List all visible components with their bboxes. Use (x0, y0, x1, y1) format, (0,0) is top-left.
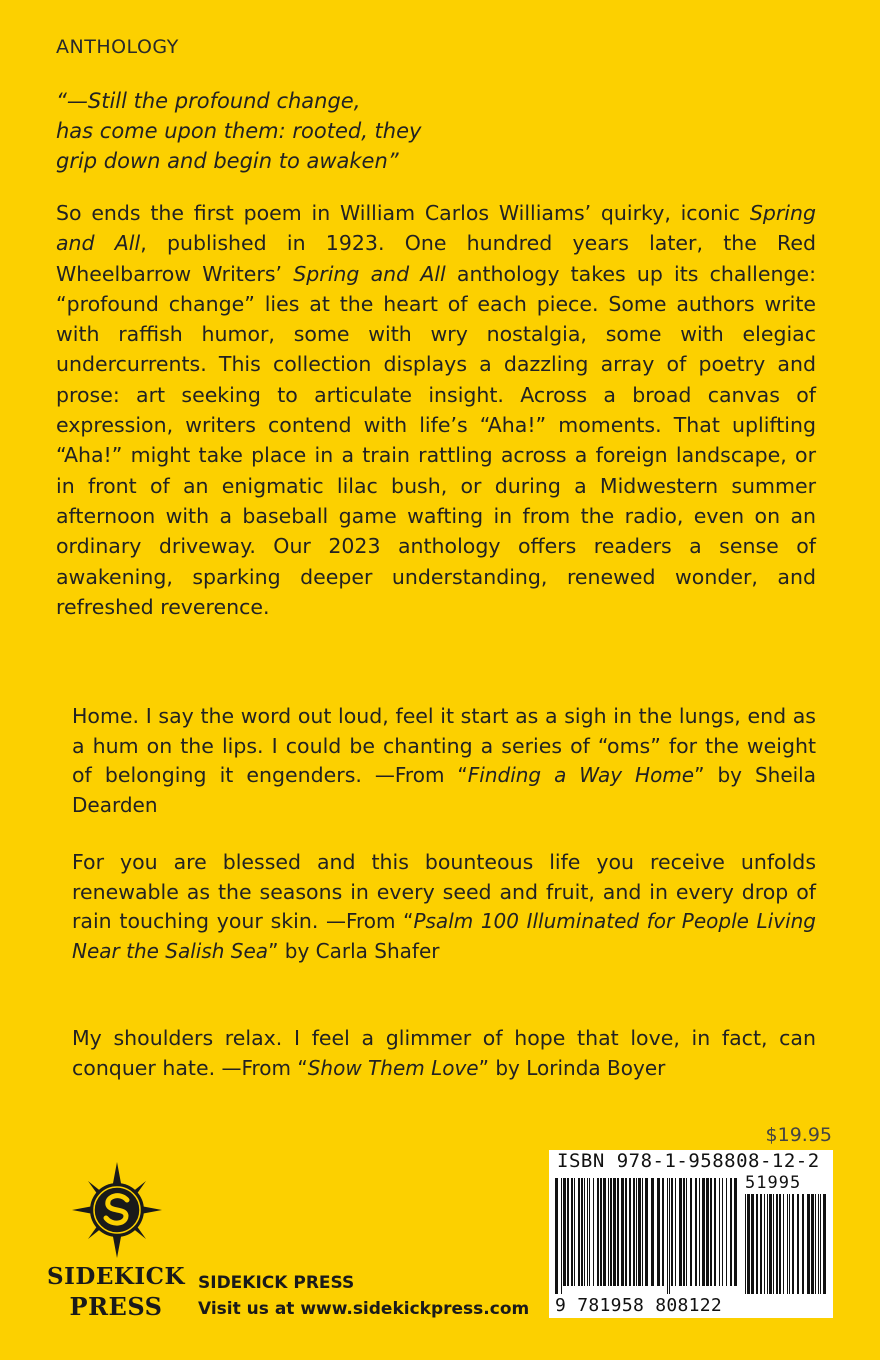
blurb-text: , published in 1923. One hundred years later, the Red Wheelbarrow Writers’ (56, 231, 816, 286)
epigraph-line: “—Still the profound change, (56, 89, 361, 113)
logo-line: SIDEKICK (47, 1263, 185, 1290)
book-title: Spring and All (56, 201, 816, 256)
epigraph-line: grip down and begin to awaken” (56, 149, 399, 173)
excerpt-quote: For you are blessed and this bounteous life you receive unfolds renewable as the seasons in every seed and fruit, and in every drop of rain touching your skin. (72, 850, 816, 933)
blurb-text: So ends the first poem in William Carlos Williams’ quirky, iconic (56, 201, 750, 225)
work-title: Finding a Way Home (467, 763, 695, 787)
attribution-prefix: —From “ (215, 1055, 308, 1080)
book-description (56, 198, 816, 622)
excerpt (72, 848, 816, 966)
epigraph (56, 86, 616, 176)
epigraph-line: has come upon them: rooted, they (56, 119, 422, 143)
logo-wordmark (46, 1262, 186, 1322)
excerpt-quote: My shoulders relax. I feel a glimmer of hope that love, in fact, can conquer hate. (72, 1026, 816, 1080)
isbn-number: ISBN 978-1-958808-12-2 (557, 1150, 820, 1172)
attribution-author: ” by Carla Shafer (268, 938, 440, 963)
price: $19.95 (765, 1124, 832, 1146)
category-label: ANTHOLOGY (56, 36, 179, 58)
compass-logo-icon (70, 1160, 164, 1264)
logo-line: PRESS (69, 1292, 163, 1321)
publisher-name: SIDEKICK PRESS (198, 1273, 355, 1293)
attribution-prefix: —From “ (361, 763, 468, 787)
isbn-barcode (549, 1150, 833, 1318)
book-title: Spring and All (293, 261, 446, 286)
blurb-text: anthology takes up its challenge: “profound change” lies at the heart of each piece. Some authors write with raffish humor, some with wry nostalgia, some with elegiac undercurrents. This collection displays a dazzling array of poetry and prose: art seeking to articulate insight. Across a broad canvas of expression, writers contend with life’s “Aha!” moments. That uplifting “Aha!” might take place in a train rattling across a foreign landscape, or in front of an enigmatic lilac bush, or during a Midwestern summer afternoon with a baseball game wafting in from the radio, even on an ordinary driveway. Our 2023 anthology offers readers a sense of awakening, sparking deeper understanding, renewed wonder, and refreshed reverence. (56, 261, 816, 619)
barcode-bars (553, 1178, 739, 1294)
attribution-prefix: —From “ (318, 909, 414, 933)
excerpt (72, 702, 816, 820)
barcode-addon-digits: 51995 (745, 1173, 802, 1193)
barcode-addon-bars (743, 1194, 827, 1314)
publisher-website: Visit us at www.sidekickpress.com (198, 1299, 530, 1319)
work-title: Show Them Love (307, 1055, 479, 1080)
excerpt-attribution (215, 1056, 665, 1080)
publisher-info (198, 1270, 529, 1322)
attribution-author: ” by Sheila Dearden (72, 763, 816, 817)
work-title: Psalm 100 Illuminated for People Living Near the Salish Sea (72, 909, 816, 963)
excerpt-quote: Home. I say the word out loud, feel it start as a sigh in the lungs, end as a hum on the lips. I could be chanting a series of “oms” for the weight of belonging it engenders. (72, 704, 816, 787)
excerpt (72, 1024, 816, 1083)
ean-digits: 9 781958 808122 (555, 1295, 723, 1316)
attribution-author: ” by Lorinda Boyer (478, 1055, 666, 1080)
